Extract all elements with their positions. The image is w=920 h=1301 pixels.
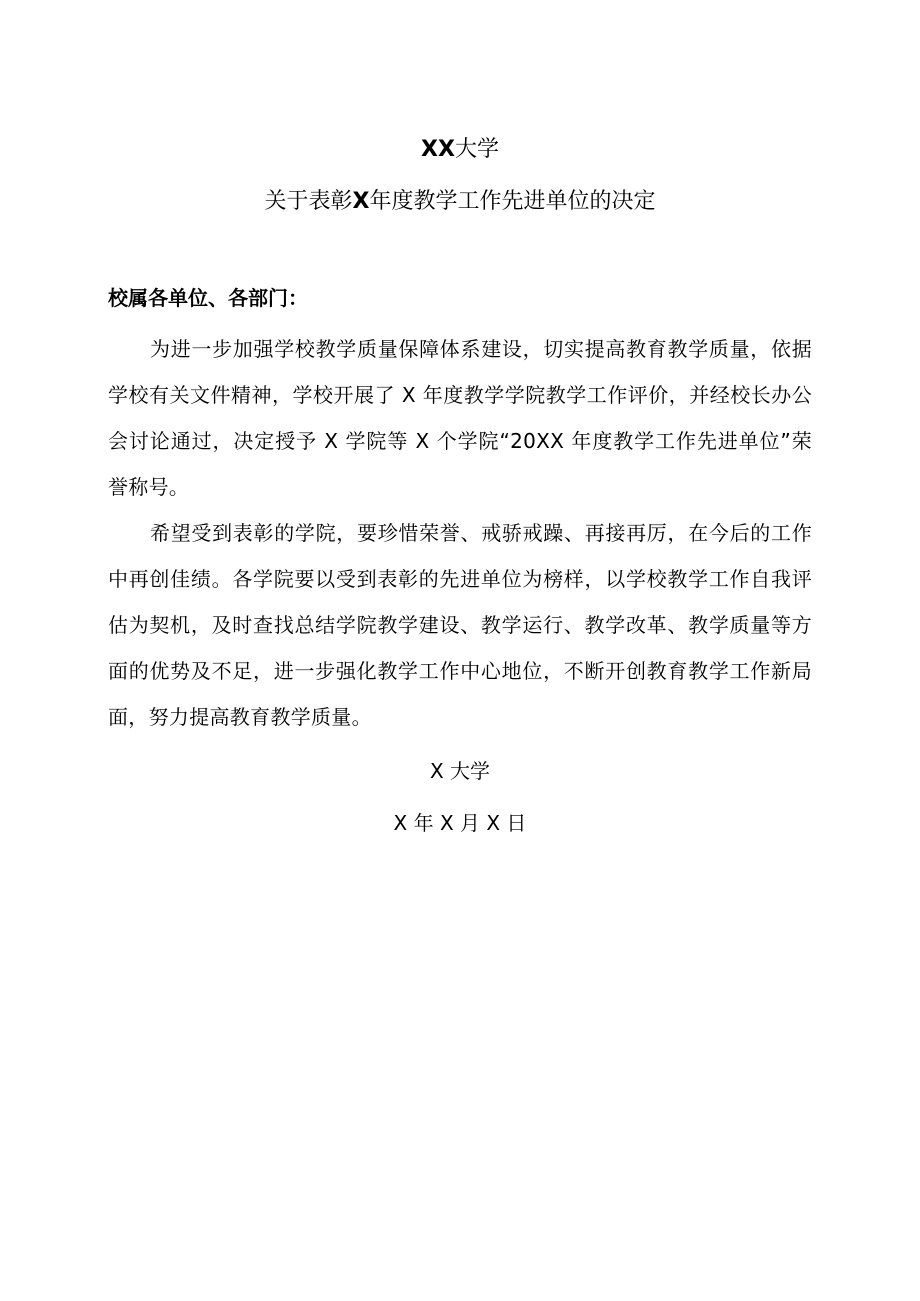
document-body <box>108 280 812 740</box>
paragraph-2: 希望受到表彰的学院，要珍惜荣誉、戒骄戒躁、再接再厉，在今后的工作中再创佳绩。各学院要以受到表彰的先进单位为榜样，以学校教学工作自我评估为契机，及时查找总结学院教学建设、教学运行、教学改革、教学质量等方面的优势及不足，进一步强化教学工作中心地位，不断开创教育教学工作新局面，努力提高教育教学质量。 <box>108 521 812 729</box>
document-title-decision <box>0 187 920 217</box>
title-decision-year: X <box>352 189 370 214</box>
paragraph-1: 为进一步加强学校教学质量保障体系建设，切实提高教育教学质量，依据学校有关文件精神，学校开展了 X 年度教学学院教学工作评价，并经校长办公会讨论通过，决定授予 X 学院等 X 个学院“20XX 年度教学工作先进单位”荣誉称号。 <box>108 337 812 499</box>
salutation: 校属各单位、各部门： <box>108 286 308 310</box>
title-decision-prefix: 关于表彰 <box>264 189 353 214</box>
signature-date: X 年 X 月 X 日 <box>393 811 527 835</box>
document-title-university <box>0 135 920 165</box>
signature-organization: X 大学 <box>429 759 491 783</box>
title-university-code: XX <box>421 137 455 162</box>
title-university-word: 大学 <box>454 137 499 162</box>
title-decision-suffix: 年度教学工作先进单位的决定 <box>369 189 656 214</box>
